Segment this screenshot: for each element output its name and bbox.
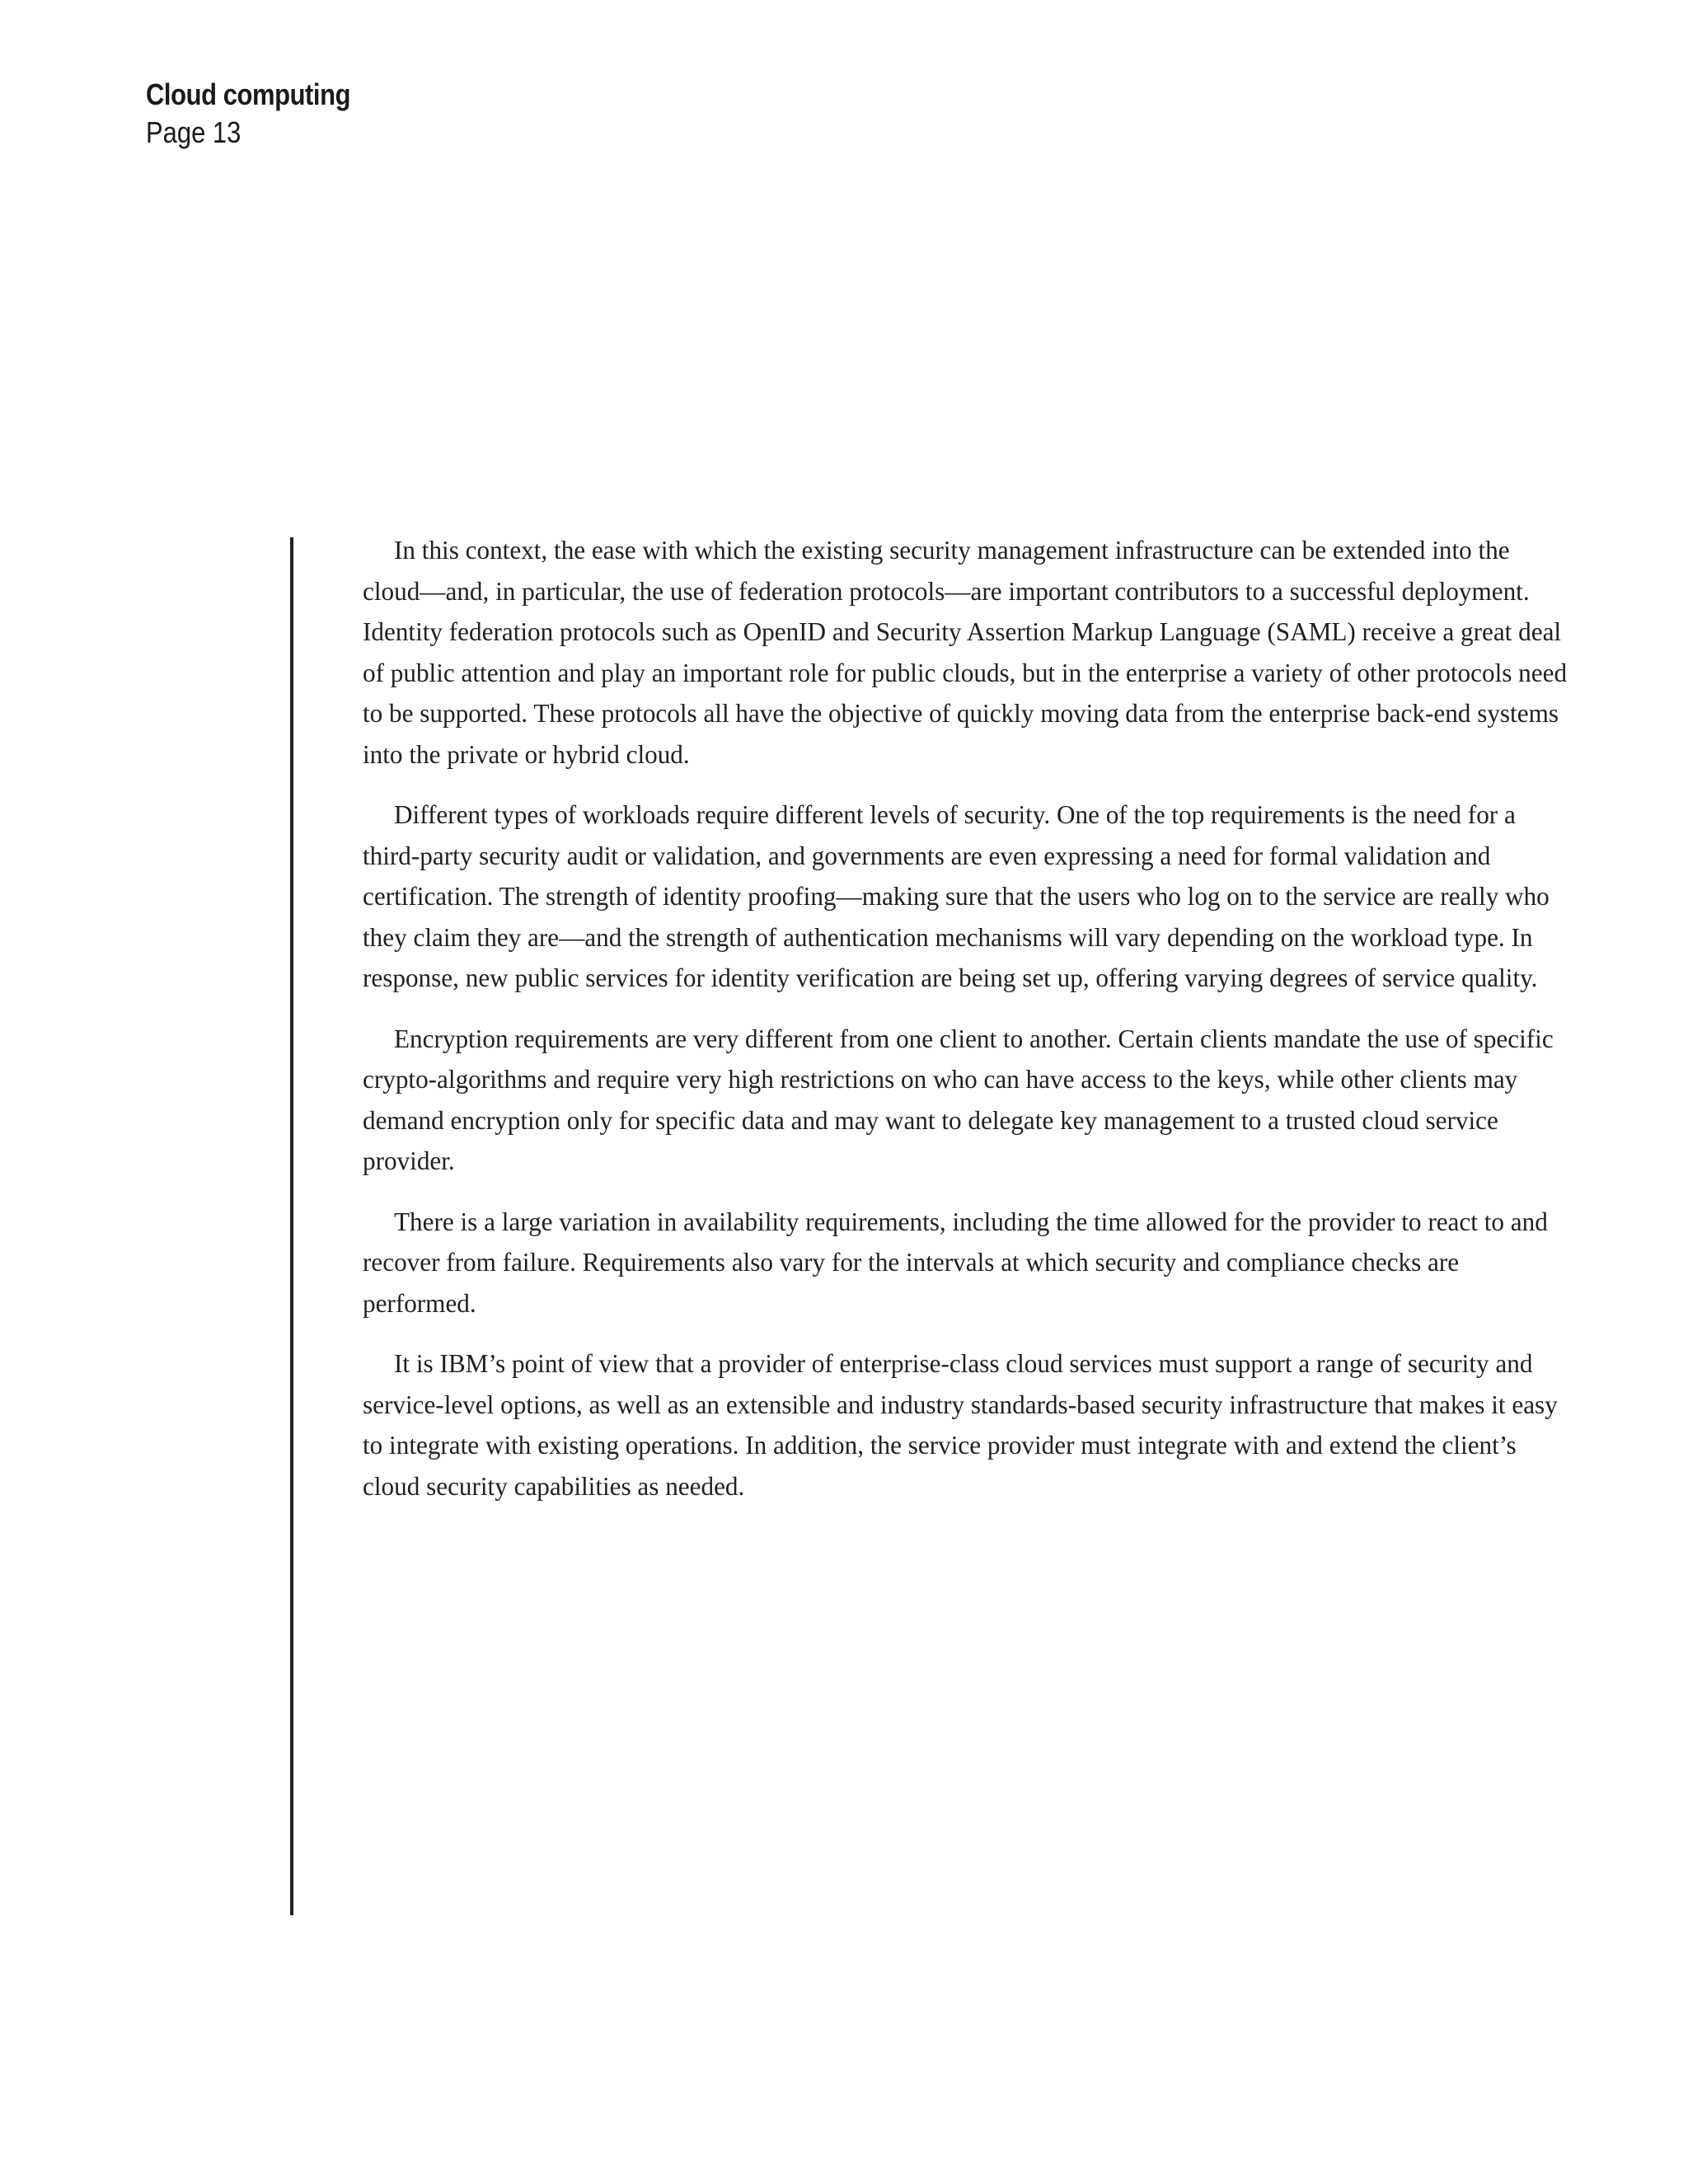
- paragraph-4: There is a large variation in availability requirements, including the time allowed for the provider to react to and recover from failure. Requirements also vary for the intervals at which security and compliance checks are performed.: [363, 1207, 1548, 1318]
- margin-rule: [290, 537, 293, 1915]
- page-number: Page 13: [146, 115, 241, 149]
- paragraph-3: Encryption requirements are very different from one client to another. Certain clients mandate the use of specific crypto-algorithms and require very high restrictions on who can have access to the keys, while other clients may demand encryption only for specific data and may want to delegate key management to a trusted cloud service provider.: [363, 1024, 1554, 1175]
- paragraph-1: In this context, the ease with which the existing security management infrastructure can be extended into the cloud—and, in particular, the use of federation protocols—are important contributors to a successful deployment. Identity federation protocols such as OpenID and Security Assertion Markup Language (SAML) receive a great deal of public attention and play an important role for public clouds, but in the enterprise a variety of other protocols need to be supported. These protocols all have the objective of quickly moving data from the enterprise back-end systems into the private or hybrid cloud.: [363, 536, 1568, 769]
- body-text: [363, 530, 1568, 1526]
- paragraph-2: Different types of workloads require different levels of security. One of the top requirements is the need for a third-party security audit or validation, and governments are even expressing a need for formal validation and certification. The strength of identity proofing—making sure that the users who log on to the service are really who they claim they are—and the strength of authentication mechanisms will vary depending on the workload type. In response, new public services for identity verification are being set up, offering varying degrees of service quality.: [363, 800, 1550, 992]
- document-title: Cloud computing: [146, 77, 351, 111]
- page-header: [146, 76, 383, 152]
- paragraph-5: It is IBM’s point of view that a provider of enterprise-class cloud services must support a range of security and service-level options, as well as an extensible and industry standards-based security infrastructure that makes it easy to integrate with existing operations. In addition, the service provider must integrate with and extend the client’s cloud security capabilities as needed.: [363, 1349, 1558, 1501]
